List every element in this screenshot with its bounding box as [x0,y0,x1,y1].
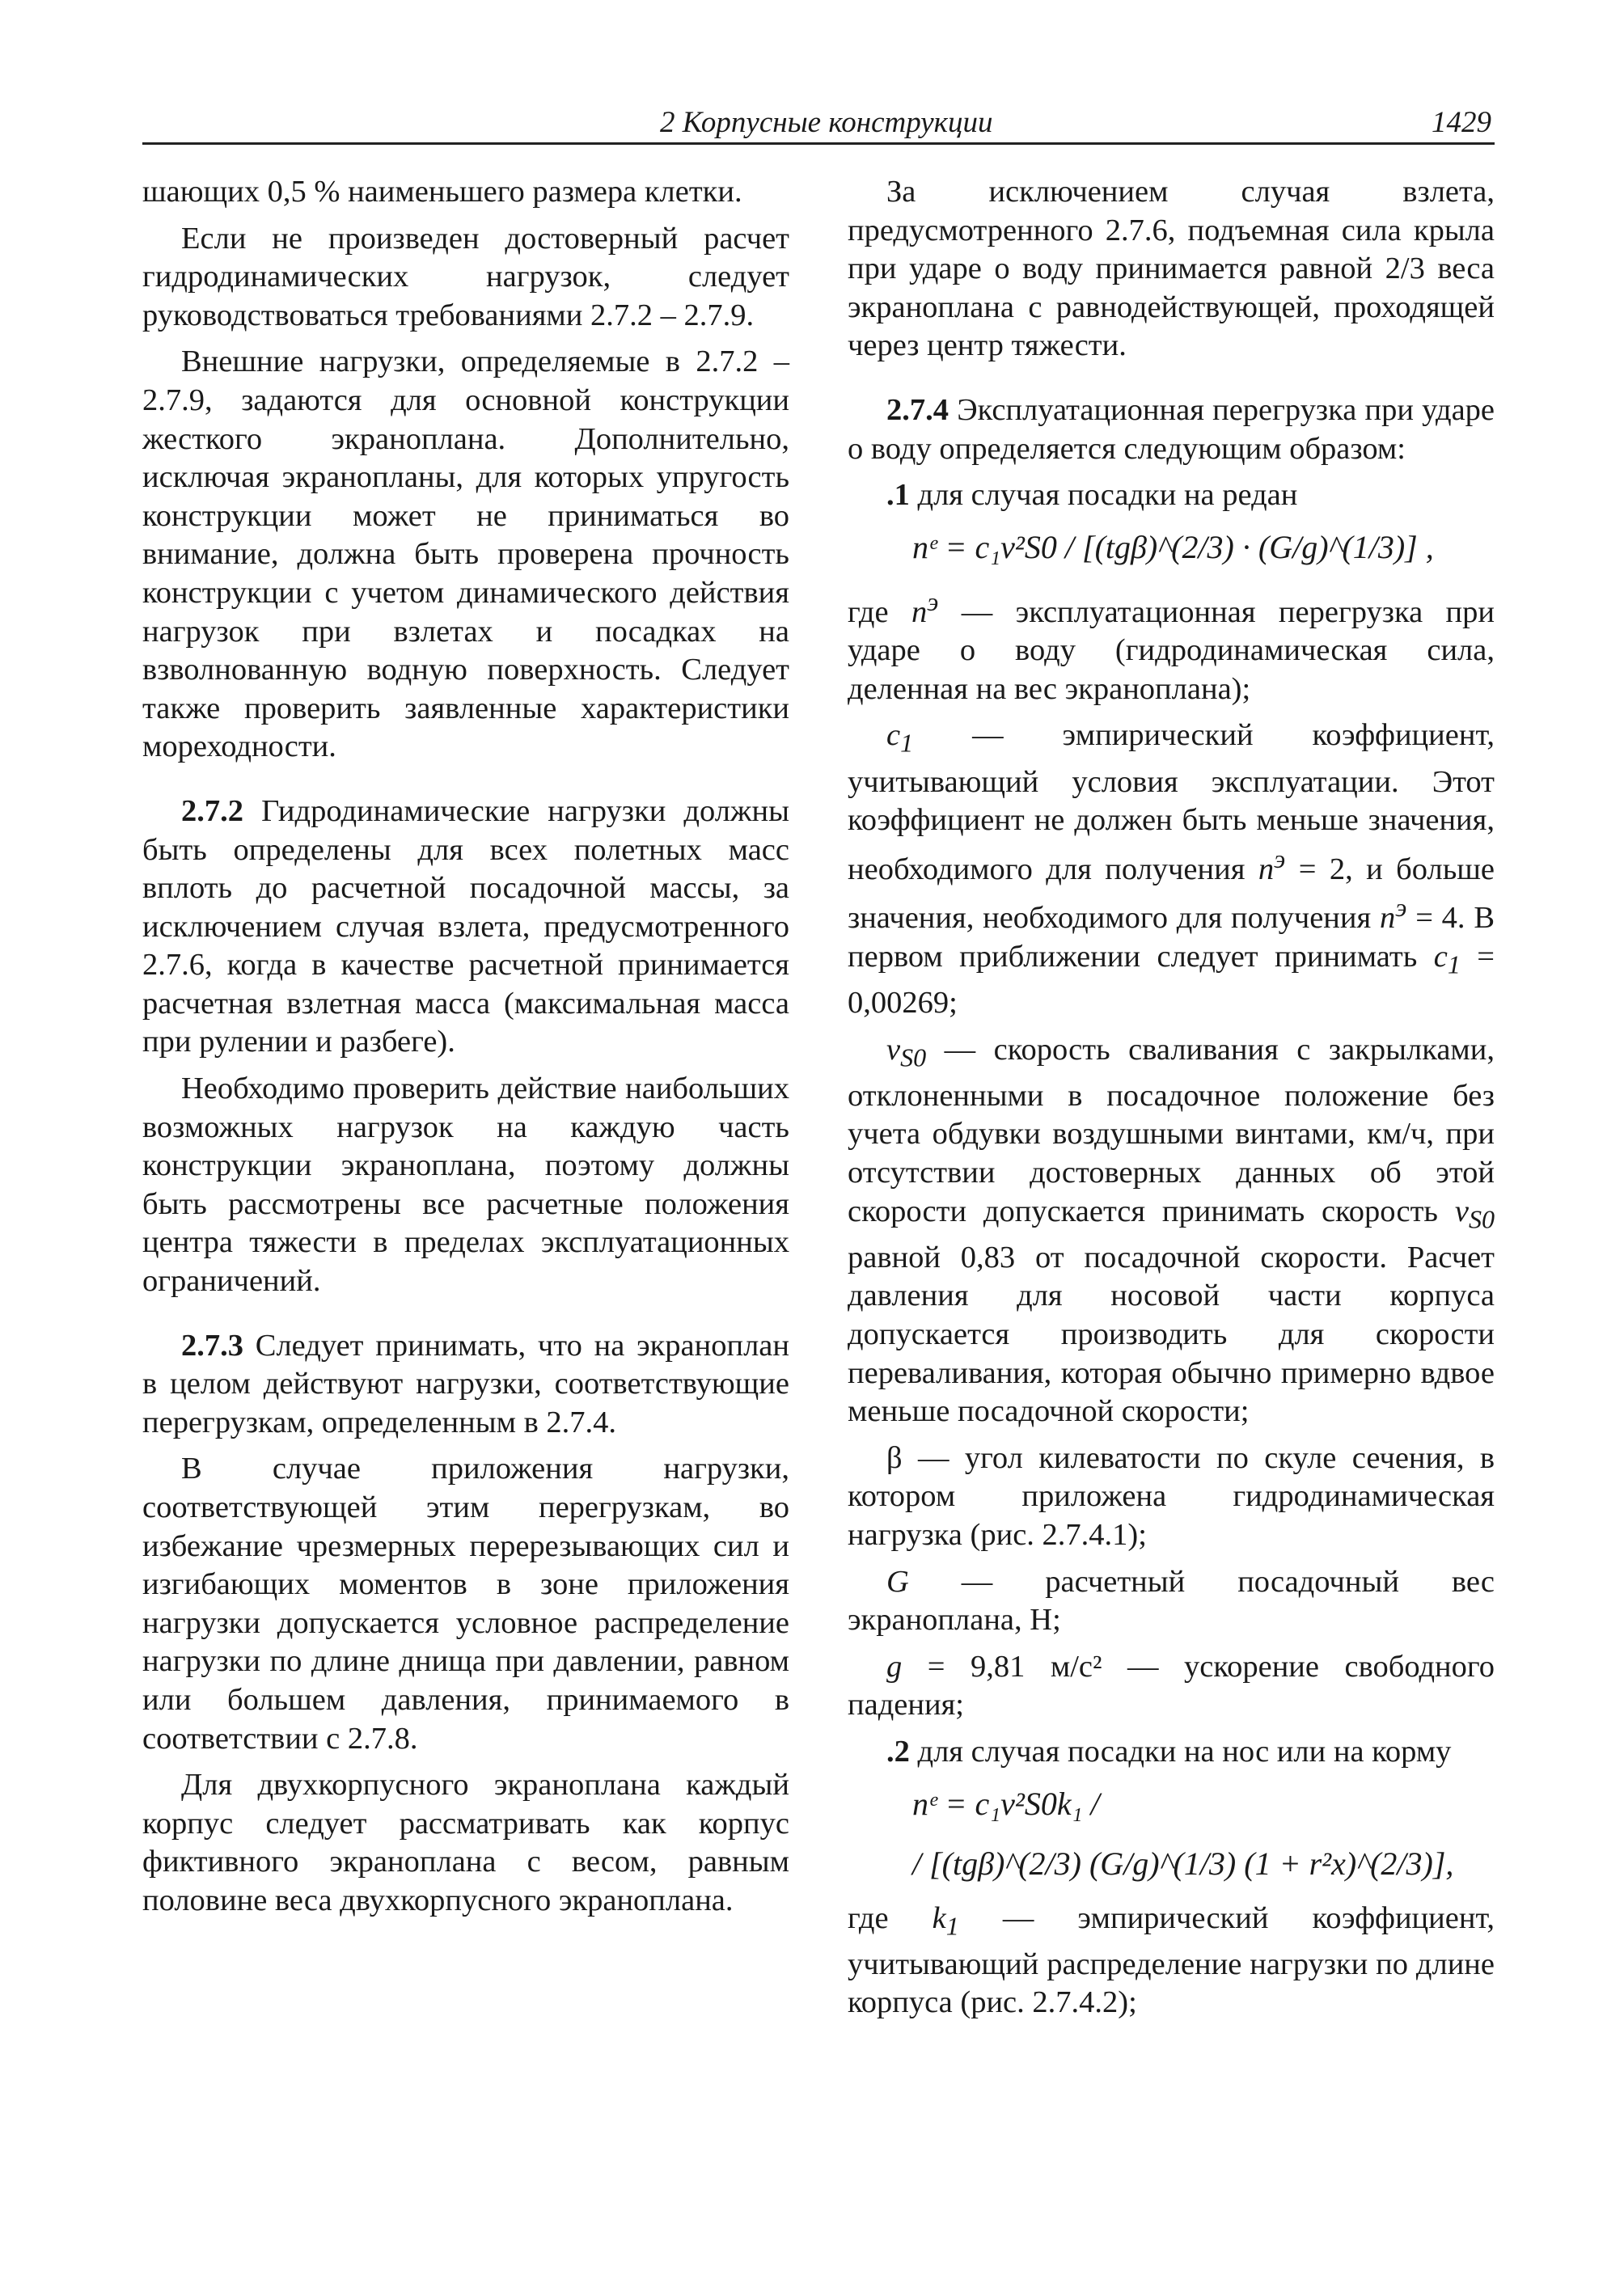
formula-2-line-1: nᵉ = c₁v²S0k₁ / [912,1785,1100,1822]
clause-number: 2.7.3 [181,1328,243,1363]
paragraph: Если не произведен достоверный расчет гидродинамических нагрузок, следует руководствоваться требованиями 2.7.2 – 2.7.9. [142,221,789,332]
definition-k1: где $k_1$ — эмпирический коэффициент, учитывающий распределение нагрузки по длине корпуса (рис. 2.7.4.2); [848,1900,1495,2020]
definition-n: где $n^э$ — эксплуатационная перегрузка при ударе о воду (гидродинамическая сила, деленная на вес экраноплана); [848,586,1495,706]
right-column [848,173,1495,2031]
section-2-7-3 [142,1327,789,1443]
definition-g: g = 9,81 м/с² — ускорение свободного падения; [848,1649,1495,1722]
clause-text: Следует принимать, что на экраноплан в целом действуют нагрузки, соответствующие перегрузкам, определенным в 2.7.4. [142,1328,789,1439]
paragraph: В случае приложения нагрузки, соответствующей этим перегрузкам, во избежание чрезмерных перерезывающих сил и изгибающих моментов в зоне приложения нагрузки допускается условное распределение нагрузки по длине днища при давлении, равном или большем давления, принимаемого в соответствии с 2.7.8. [142,1452,789,1756]
section-2-7-4 [848,391,1495,468]
clause-number: 2.7.4 [886,392,949,427]
case-number: .2 [886,1735,910,1769]
clause-number: 2.7.2 [181,793,243,828]
definition-beta: β — угол килеватости по скуле сечения, в котором приложена гидродинамическая нагрузка (рис. 2.7.4.1); [848,1440,1495,1553]
clause-text: Гидродинамические нагрузки должны быть определены для всех полетных масс вплоть до расчетной посадочной массы, за исключением случая взлета, предусмотренного 2.7.6, когда в качестве расчетной принимается расчетная взлетная масса (максимальная масса при рулении и разбеге). [142,793,789,1059]
paragraph: Необходимо проверить действие наибольших возможных нагрузок на каждую часть конструкции экраноплана, поэтому должны быть рассмотрены все расчетные положения центра тяжести в пределах эксплуатационных ограничений. [142,1072,789,1299]
running-header [142,104,1495,145]
definition-vs0: $v_{S0}$ — скорость сваливания с закрылками, отклоненными в посадочное положение без учета обдувки воздушными винтами, км/ч, при отсутствии достоверных данных об этой скорости допускается принимать скорость $v_{S0}$ равной 0,83 от посадочной скорости. Расчет давления для носовой части корпуса допускается производить для скорости переваливания, которая обычно примерно вдвое меньше посадочной скорости; [848,1032,1495,1429]
definition-G: G — расчетный посадочный вес экраноплана, Н; [848,1564,1495,1638]
case-1 [848,476,1495,515]
formula-2-line-2: / [(tgβ)^(2/3) (G/g)^(1/3) (1 + r²x)^(2/3)], [912,1845,1454,1882]
section-2-7-2 [142,793,789,1062]
paragraph: За исключением случая взлета, предусмотренного 2.7.6, подъемная сила крыла при ударе о воду принимается равной 2/3 веса экраноплана с равнодействующей, проходящей через центр тяжести. [848,175,1495,363]
case-text: для случая посадки на нос или на корму [917,1735,1452,1769]
case-number: .1 [886,478,910,513]
case-text: для случая посадки на редан [917,478,1298,513]
clause-text: Эксплуатационная перегрузка при ударе о воду определяется следующим образом: [848,392,1495,466]
section-title: 2 Корпусные конструкции [660,106,993,139]
paragraph: Внешние нагрузки, определяемые в 2.7.2 – 2.7.9, задаются для основной конструкции жесткого экраноплана. Дополнительно, исключая экранопланы, для которых упругость конструкции может не приниматься во внимание, должна быть проверена прочность конструкции с учетом динамического действия нагрузок при взлетах и посадках на взволнованную водную поверхность. Следует также проверить заявленные характеристики мореходности. [142,344,789,764]
definition-c1: $c_1$ — эмпирический коэффициент, учитывающий условия эксплуатации. Этот коэффициент не должен быть меньше значения, необходимого для получения $n^э = 2$, и больше значения, необходимого для получения $n^э = 4$. В первом приближении следует принимать $c_1 = 0,00269$; [848,718,1495,1020]
paragraph: шающих 0,5 % наименьшего размера клетки. [142,175,742,209]
left-column [142,173,789,1929]
page-number: 1429 [1432,106,1491,139]
case-2 [848,1733,1495,1772]
formula-1: nᵉ = c₁v²S0 / [(tgβ)^(2/3) · (G/g)^(1/3)] , [912,528,1434,565]
paragraph: Для двухкорпусного экраноплана каждый корпус следует рассматривать как корпус фиктивного экраноплана с весом, равным половине веса двухкорпусного экраноплана. [142,1768,789,1917]
